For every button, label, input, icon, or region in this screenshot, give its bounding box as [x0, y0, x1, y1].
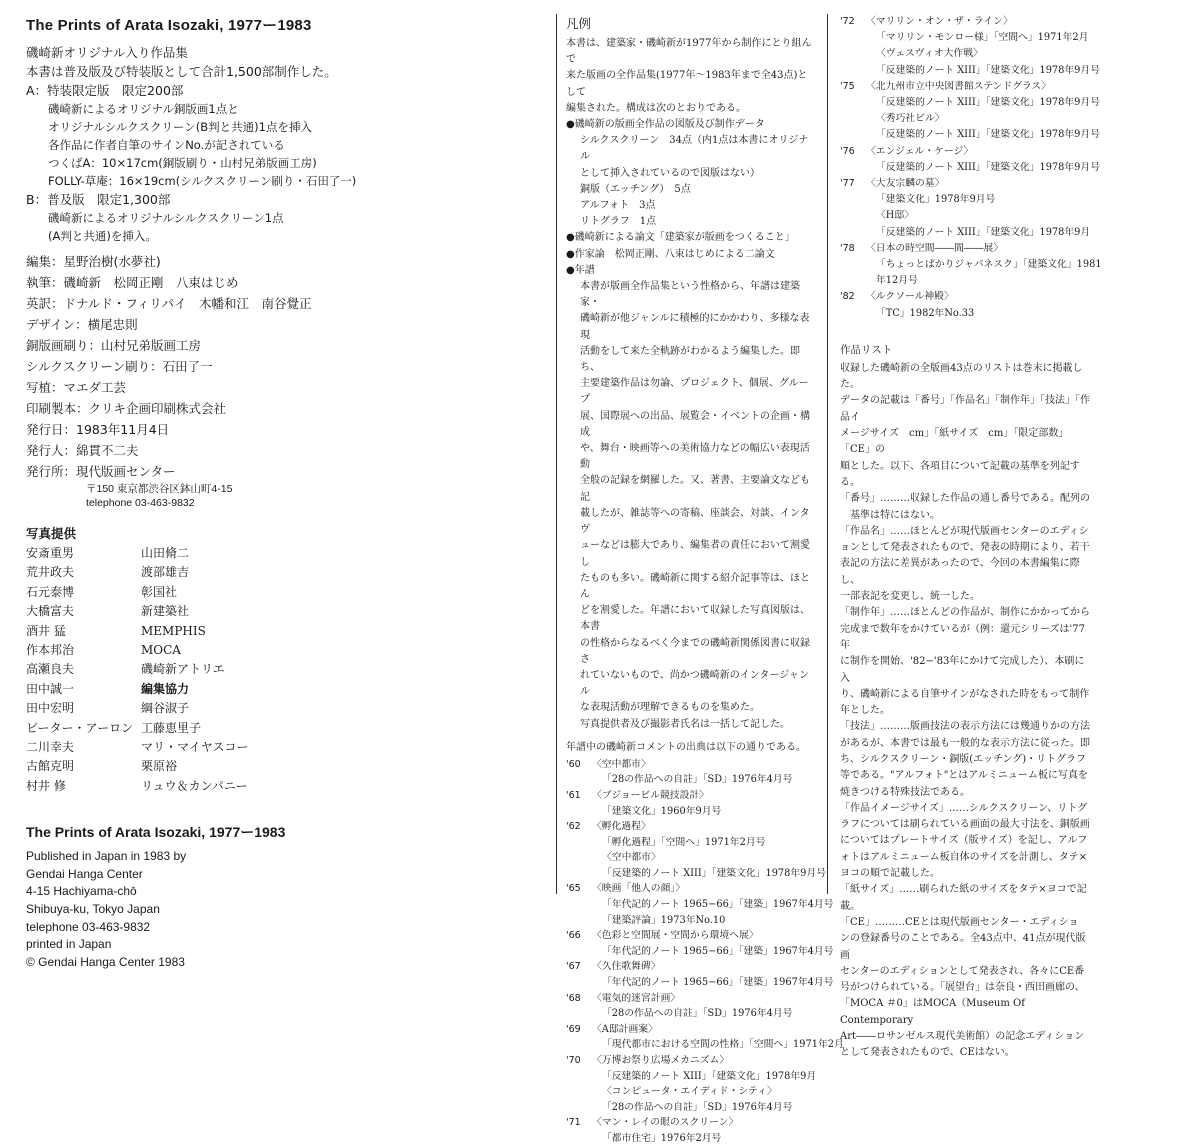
credit-line: 発行人：綿貫不二夫 — [26, 443, 139, 458]
source-year — [566, 835, 592, 851]
photo-credit: 山田脩二 — [141, 546, 190, 560]
work-list-line: として発表されたもので、CEはない。 — [840, 1047, 1015, 1059]
publisher-phone: telephone 03-463-9832 — [86, 497, 195, 509]
source-year — [566, 1084, 592, 1100]
english-title: The Prints of Arata Isozaki, 1977ー1983 — [26, 824, 286, 841]
source-text: 〈ヴェスヴィオ大作戦〉 — [876, 48, 983, 60]
source-text: 「年代記的ノート 1965−66」「建築」1967年4月号 — [602, 977, 834, 989]
source-year: '82 — [840, 291, 855, 303]
source-year: '68 — [566, 992, 581, 1004]
book-subtitle: 磯崎新オリジナル入り作品集 — [26, 45, 188, 60]
work-list-line: 収録した磯崎新の全版画43点のリストは巻末に掲載した。 — [840, 362, 1083, 391]
photo-credit: 田中宏明 — [26, 701, 75, 716]
source-row — [566, 913, 816, 929]
credit-line: 発行日：1983年11月4日 — [26, 422, 170, 437]
work-list-line: ラフについては刷られている画面の最大寸法を、銅版画 — [840, 819, 1090, 831]
edition-a-line: オリジナルシルクスクリーン(B判と共通)1点を挿入 — [48, 120, 312, 134]
source-row — [840, 225, 1090, 241]
source-text: 「建築文化」1960年9月号 — [602, 805, 722, 817]
work-list-line: 「番号」………収録した作品の通し番号である。配列の — [840, 493, 1090, 505]
work-list-line: についてはプレートサイズ（版サイズ）を記し、アルフ — [840, 835, 1088, 847]
source-year: '65 — [566, 883, 581, 895]
work-list-line: 「紙サイズ」……刷られた紙のサイズをタテ×ヨコで記 — [840, 884, 1087, 896]
source-year: '66 — [566, 930, 581, 942]
source-row — [566, 1115, 816, 1131]
work-list-heading: 作品リスト — [840, 343, 893, 356]
notes-bullet: ●磯崎新の版画全作品の図版及び制作データ — [566, 119, 765, 131]
edition-a-line: 磯崎新によるオリジナル銅版画1点と — [48, 102, 239, 116]
work-list-line: 完成まで数年をかけているが（例：還元シリーズは'77年 — [840, 623, 1085, 651]
work-list-line: があるが、本書では最も一般的な表示方法に従った。即 — [840, 737, 1090, 749]
source-text: 〈秀巧社ビル〉 — [876, 113, 945, 125]
source-year — [566, 1006, 592, 1022]
work-list-line: ョンとして発表されたもので、発表の時期により、若干 — [840, 542, 1090, 554]
credit-line: 印刷製本：クリキ企画印刷株式会社 — [26, 401, 227, 416]
source-text: 〈日本の時空間――間――展〉 — [866, 242, 1004, 254]
source-year — [840, 63, 866, 79]
source-year: '71 — [566, 1117, 581, 1129]
notes-intro-line: 編集された。構成は次のとおりである。 — [566, 102, 746, 114]
source-row — [840, 289, 1090, 305]
source-text: 「ちょっとばかりジャパネスク」「建築文化」1981 — [876, 259, 1102, 271]
source-text: 「28の作品への自註」「SD」1976年4月号 — [602, 774, 793, 786]
source-year — [566, 1037, 592, 1053]
source-text: 「28の作品への自註」「SD」1976年4月号 — [602, 1101, 793, 1113]
work-list-line: ち、シルクスクリーン・銅版(エッチング)・リトグラフ — [840, 753, 1086, 765]
work-list-line: 「CE」………CEとは現代版画センター・エディショ — [840, 916, 1079, 928]
photo-credit: 荒井政夫 — [26, 565, 75, 580]
source-row — [566, 1069, 816, 1085]
source-year — [566, 1100, 592, 1116]
source-text: 「孵化過程」「空間へ」1971年2月号 — [602, 836, 766, 848]
source-year — [840, 257, 866, 273]
source-text: 〈マリリン・オン・ザ・ライン〉 — [866, 16, 1013, 27]
source-year — [566, 897, 592, 913]
source-year: '67 — [566, 961, 581, 973]
source-year — [566, 944, 592, 960]
photo-credit: 渡部雄吉 — [141, 565, 190, 580]
source-text: 「都市住宅」1976年2月号 — [602, 1132, 722, 1144]
column-divider — [556, 14, 557, 894]
source-year: '76 — [840, 145, 855, 157]
copyright-line: © Gendai Hanga Center 1983 — [26, 954, 185, 969]
work-list-line: 順とした。以下、各項目について記載の基準を列記する。 — [840, 460, 1080, 488]
credit-line: 編集：星野治樹(水夢社) — [26, 254, 161, 269]
source-year: '70 — [566, 1055, 581, 1067]
photo-credit: ピーター・アーロン — [26, 720, 134, 735]
source-row — [840, 127, 1101, 143]
photo-credit: 石元泰博 — [26, 584, 75, 599]
source-text: 〈大友宗麟の墓〉 — [866, 178, 945, 190]
source-row — [840, 241, 1090, 257]
notes-bullet-item: リトグラフ 1点 — [580, 216, 657, 228]
credit-line: 写植：マエダ工芸 — [26, 380, 127, 395]
work-list-line: り、磯崎新による自筆サインがなされた時をもって制作 — [840, 688, 1090, 700]
work-list-line: 一部表記を変更し、統一した。 — [840, 591, 980, 603]
credit-line: 執筆：磯崎新 松岡正剛 八束はじめ — [26, 275, 239, 290]
source-text: 〈北九州市立中央図書館ステンドグラス〉 — [866, 80, 1051, 92]
credits-list — [26, 251, 526, 482]
source-year — [840, 273, 866, 289]
source-year — [566, 913, 592, 929]
source-year — [566, 850, 592, 866]
work-list-line: 等である。"アルフォト"とはアルミニューム板に写真を — [840, 770, 1088, 782]
chronology-text: 磯崎新が他ジャンルに積極的にかかわり、多様な表現 — [580, 313, 810, 341]
work-list-line: 焼きつける特殊技法である。 — [840, 786, 970, 798]
source-text: 〈空中都市〉 — [602, 852, 661, 864]
source-row — [566, 772, 816, 788]
chronology-text: な表現活動が理解できるものを集めた。 — [580, 702, 760, 714]
chronology-text: 主要建築作品は勿論、プロジェクト、個展、グループ — [580, 378, 809, 406]
edition-intro: 本書は普及版及び特装版として合計1,500部制作した。 — [26, 64, 337, 79]
chronology-text: 全般の記録を網羅した。又、著書、主要論文なども記 — [580, 475, 810, 503]
source-year — [840, 160, 866, 176]
column-divider — [827, 14, 828, 894]
chronology-text: 活動をして来た全軌跡がわかるよう編集した。即ち、 — [580, 345, 800, 374]
source-text: 〈空中都市〉 — [592, 758, 651, 770]
notes-bullet-item: シルクスクリーン 34点（内1点は本書にオリジナル — [580, 135, 809, 163]
edition-a-heading: A：特装限定版 限定200部 — [26, 83, 184, 98]
source-row — [566, 1006, 816, 1022]
source-row — [840, 257, 1102, 273]
editorial-heading: 編集協力 — [141, 681, 190, 696]
sources-heading: 年譜中の磯崎新コメントの出典は以下の通りである。 — [566, 741, 806, 753]
source-row — [840, 306, 1090, 322]
source-text: 「TC」1982年No.33 — [876, 307, 975, 319]
notes-bullet: ●年譜 — [566, 264, 595, 276]
edition-b-line: 磯崎新によるオリジナルシルクスクリーン1点 — [48, 211, 284, 225]
photo-credits-heading: 写真提供 — [26, 526, 77, 541]
source-text: 〈色彩と空間展・空間から環境へ展〉 — [592, 930, 759, 942]
source-row — [840, 46, 1090, 62]
source-text: 〈万博お祭り広場メカニズム〉 — [592, 1055, 730, 1067]
source-row — [566, 1100, 816, 1116]
source-row — [566, 991, 816, 1007]
edition-a-line: つくばA：10×17cm(銅版刷り・山村兄弟版画工房) — [48, 156, 317, 170]
sources-list — [566, 757, 844, 1147]
publication-line: telephone 03-463-9832 — [26, 919, 151, 934]
book-title: The Prints of Arata Isozaki, 1977ー1983 — [26, 17, 312, 34]
explanatory-notes-column — [566, 14, 844, 1147]
work-list-line: 「技法」………版画技法の表示方法には幾通りかの方法 — [840, 721, 1090, 733]
source-row — [566, 928, 816, 944]
chronology-text: 写真提供者及び撮影者氏名は一括して記した。 — [580, 718, 790, 730]
notes-bullet-item: として挿入されているので図版はない） — [580, 167, 760, 179]
photo-credit: リュウ＆カンパニー — [141, 778, 248, 793]
photo-credit: 工藤恵里子 — [141, 720, 202, 735]
publication-line: Shibuya-ku, Tokyo Japan — [26, 902, 160, 917]
photo-credit: 村井 修 — [26, 778, 66, 793]
work-list-line: Art――ロサンゼルス現代美術館）の記念エディション — [840, 1031, 1085, 1043]
source-row — [566, 881, 816, 897]
work-list-line: 「MOCA ＃0」はMOCA（Museum Of Contemporary — [840, 998, 1025, 1026]
source-text: 〈コンピュータ・エイディド・シティ〉 — [602, 1086, 777, 1098]
photo-credit: MEMPHIS — [141, 623, 206, 638]
work-list-line: ンの登録番号のことである。全43点中、41点が現代版画 — [840, 933, 1086, 961]
source-text: 「反建築的ノート XIII」「建築文化」1978年9月号 — [876, 97, 1101, 109]
source-text: 年12月号 — [876, 275, 918, 287]
source-year — [840, 30, 866, 46]
chronology-text: 載したが、雑誌等への寄稿、座談会、対談、インタヴ — [580, 507, 810, 536]
source-text: 「反建築的ノート XIII」「建築文化」1978年9月号 — [876, 64, 1101, 76]
publication-line: 4-15 Hachiyama-chō — [26, 884, 137, 899]
source-row — [840, 79, 1090, 95]
chronology-text: れていないもので、尚かつ磯崎新のインタージャンル — [580, 669, 809, 698]
work-list-line: 表記の方法に差異があったので、今回の本書編集に際し、 — [840, 558, 1080, 586]
work-list-line: 「作品イメージサイズ」……シルクスクリーン、リトグ — [840, 802, 1088, 814]
publication-line: Published in Japan in 1983 by — [26, 849, 187, 864]
source-text: 〈久住歌舞碑〉 — [592, 961, 661, 973]
chronology-text: 展、国際展への出品、展覧会・イベントの企画・構成 — [580, 410, 810, 438]
chronology-text: ューなどは膨大であり、編集者の責任において割愛し — [580, 540, 810, 568]
source-row — [566, 1022, 816, 1038]
work-list-line: ォトはアルミニューム板自体のサイズを計測し、タテ× — [840, 851, 1088, 863]
source-text: 〈A邸計画案〉 — [592, 1023, 658, 1035]
edition-a-line: 各作品に作者自筆のサインNo.が記されている — [48, 138, 285, 152]
publication-line: Gendai Hanga Center — [26, 866, 143, 881]
notes-heading: 凡例 — [566, 16, 592, 31]
source-row — [840, 144, 1090, 160]
source-row — [566, 1037, 844, 1053]
photo-credit: 二川幸夫 — [26, 740, 75, 755]
photo-credit: 古館克明 — [26, 759, 75, 774]
source-row — [840, 160, 1101, 176]
source-row — [840, 14, 1090, 30]
source-row — [566, 866, 827, 882]
edition-b-heading: B：普及版 限定1,300部 — [26, 192, 171, 207]
source-year: '62 — [566, 821, 581, 833]
source-row — [566, 1084, 816, 1100]
work-list-line: センターのエディションとして発表され、各々にCE番 — [840, 965, 1085, 977]
edition-a-line: FOLLY-草庵：16×19cm(シルクスクリーン刷り・石田了一) — [48, 174, 357, 188]
source-text: 〈ルクソール神殿〉 — [866, 291, 954, 303]
source-row — [840, 208, 1090, 224]
source-row — [840, 30, 1090, 46]
credit-line: 銅版画刷り：山村兄弟版画工房 — [26, 338, 202, 353]
source-row — [566, 975, 834, 991]
notes-bullet-item: 銅版（エッチング） 5点 — [580, 183, 691, 195]
source-year: '61 — [566, 789, 581, 801]
notes-bullet-item: アルフォト 3点 — [580, 200, 656, 212]
publisher-address: 〒150 東京都渋谷区鉢山町4-15 — [86, 483, 233, 495]
source-row — [566, 850, 816, 866]
chronology-text: どを割愛した。年譜において収録した写真図版は、本書 — [580, 605, 810, 633]
source-text: 「年代記的ノート 1965−66」「建築」1967年4月号 — [602, 899, 834, 911]
source-year — [840, 46, 866, 62]
source-text: 〈H邸〉 — [876, 210, 914, 222]
chronology-text: や、舞台・映画等への美術協力などの幅広い表現活動 — [580, 443, 810, 471]
source-year — [840, 208, 866, 224]
source-year — [840, 192, 866, 208]
source-text: 「反建築的ノート XIII」「建築文化」1978年9月号 — [876, 129, 1101, 141]
source-text: 〈マン・レイの眼のスクリーン〉 — [592, 1117, 739, 1129]
source-year — [566, 866, 592, 882]
work-list-line: 載。 — [840, 900, 860, 912]
source-row — [566, 1131, 816, 1147]
source-text: 「反建築的ノート XIII」「建築文化」1978年9月 — [602, 1070, 817, 1082]
source-text: 〈ブジョービル競技設計〉 — [592, 789, 709, 801]
source-row — [840, 63, 1101, 79]
source-row — [840, 176, 1090, 192]
source-year: '78 — [840, 242, 855, 254]
work-list-column — [840, 14, 1102, 1062]
source-year: '77 — [840, 178, 855, 190]
source-year — [566, 804, 592, 820]
source-text: 「現代都市における空間の性格」「空間へ」1971年2月 — [602, 1039, 844, 1051]
notes-intro-line: 本書は、建築家・磯崎新が1977年から制作にとり組んで — [566, 38, 812, 66]
photo-credit: 栗原裕 — [141, 759, 178, 774]
source-year — [840, 306, 866, 322]
source-text: 〈孵化過程〉 — [592, 821, 651, 833]
work-list-line: 「作品名」……ほとんどが現代版画センターのエディシ — [840, 525, 1089, 537]
work-list-line: に制作を開始、'82−'83年にかけて完成した）、本刷に入 — [840, 656, 1085, 684]
photo-credits-grid — [26, 544, 526, 796]
colophon-column — [26, 14, 526, 971]
photo-credit: 綱谷淑子 — [141, 701, 190, 716]
source-year — [840, 127, 866, 143]
photo-credit: 彰国社 — [141, 584, 178, 599]
work-list-line: ヨコの順で記載した。 — [840, 868, 940, 880]
source-year — [566, 772, 592, 788]
chronology-text: 本書が版画全作品集という性格から、年譜は建築家・ — [580, 281, 800, 309]
edition-b-line: (A判と共通)を挿入。 — [48, 229, 157, 243]
source-row — [566, 897, 834, 913]
photo-credit: 作本邦治 — [26, 643, 75, 658]
source-row — [566, 944, 834, 960]
source-row — [566, 819, 816, 835]
source-row — [566, 788, 816, 804]
source-row — [566, 1053, 816, 1069]
source-row — [566, 959, 816, 975]
photo-credit: MOCA — [141, 643, 181, 658]
publication-line: printed in Japan — [26, 937, 112, 952]
work-list-line: データの記載は「番号」「作品名」「制作年」「技法」「作品イ — [840, 395, 1090, 423]
source-row — [840, 273, 1090, 289]
photo-credit: 高瀬良夫 — [26, 662, 75, 677]
work-list-line: 基準は特にはない。 — [840, 509, 940, 521]
photo-credit: 磯崎新アトリエ — [141, 662, 225, 677]
photo-credit: 酒井 猛 — [26, 623, 66, 638]
source-year: '75 — [840, 80, 855, 92]
notes-bullet: ●磯崎新による論文「建築家が版画をつくること」 — [566, 232, 795, 244]
work-list-line: 年とした。 — [840, 705, 890, 717]
credit-line: 発行所：現代版画センター — [26, 464, 176, 479]
work-list-line: 「制作年」……ほとんどの作品が、制作にかかってから — [840, 607, 1090, 619]
work-list-line: メージサイズ cm」「紙サイズ cm」「限定部数」「CE」の — [840, 428, 1069, 456]
source-text: 「反建築的ノート XIII」「建築文化」1978年9月号 — [876, 161, 1101, 173]
work-list-line: 号がつけられている。「展望台」は奈良・西田画廊の、 — [840, 982, 1085, 994]
credit-line: 英訳：ドナルド・フィリパイ 木幡和江 南谷覺正 — [26, 296, 312, 311]
source-text: 「反建築的ノート XIII」「建築文化」1978年9月 — [876, 226, 1091, 238]
source-year — [566, 975, 592, 991]
source-row — [840, 192, 1090, 208]
source-text: 「28の作品への自註」「SD」1976年4月号 — [602, 1008, 793, 1020]
credit-line: デザイン：横尾忠則 — [26, 317, 138, 332]
source-text: 〈電気的迷宮計画〉 — [592, 992, 681, 1004]
chronology-text: の性格からなるべく今までの磯崎新関係図書に収録さ — [580, 637, 810, 665]
sources-list-continued — [840, 14, 1102, 322]
photo-credit: 田中誠一 — [26, 681, 75, 696]
source-year — [840, 225, 866, 241]
source-row — [840, 111, 1090, 127]
source-year — [840, 111, 866, 127]
photo-credit: 安斎重男 — [26, 546, 75, 560]
source-year — [840, 95, 866, 111]
photo-credit: 新建築社 — [141, 604, 190, 619]
source-year: '60 — [566, 758, 581, 770]
notes-intro-line: 来た版画の全作品集(1977年〜1983年まで全43点)として — [566, 70, 808, 98]
source-year: '72 — [840, 16, 855, 27]
credit-line: シルクスクリーン刷り：石田了一 — [26, 359, 213, 374]
photo-credit: マリ・マイヤスコー — [141, 740, 249, 755]
source-text: 〈エンジェル・ケージ〉 — [866, 145, 974, 157]
source-year: '69 — [566, 1023, 581, 1035]
source-text: 「反建築的ノート XIII」「建築文化」1978年9月号 — [602, 867, 827, 879]
source-text: 「建築文化」1978年9月号 — [876, 194, 996, 206]
source-row — [840, 95, 1101, 111]
notes-bullet: ●作家論 松岡正剛、八束はじめによる二論文 — [566, 248, 775, 260]
source-text: 「年代記的ノート 1965−66」「建築」1967年4月号 — [602, 945, 834, 957]
source-year — [566, 1069, 592, 1085]
work-list-text — [840, 361, 1090, 1062]
photo-credit: 大橋富夫 — [26, 604, 75, 619]
source-row — [566, 757, 816, 773]
source-year — [566, 1131, 592, 1147]
source-text: 「建築評論」1973年No.10 — [602, 914, 726, 926]
source-row — [566, 835, 816, 851]
source-row — [566, 804, 816, 820]
source-text: 〈映画「他人の顔」〉 — [592, 883, 686, 895]
source-text: 「マリリン・モンロー様」「空間へ」1971年2月 — [876, 32, 1089, 44]
chronology-text: たものも多い。磯崎新に関する紹介記事等は、ほとん — [580, 572, 810, 600]
